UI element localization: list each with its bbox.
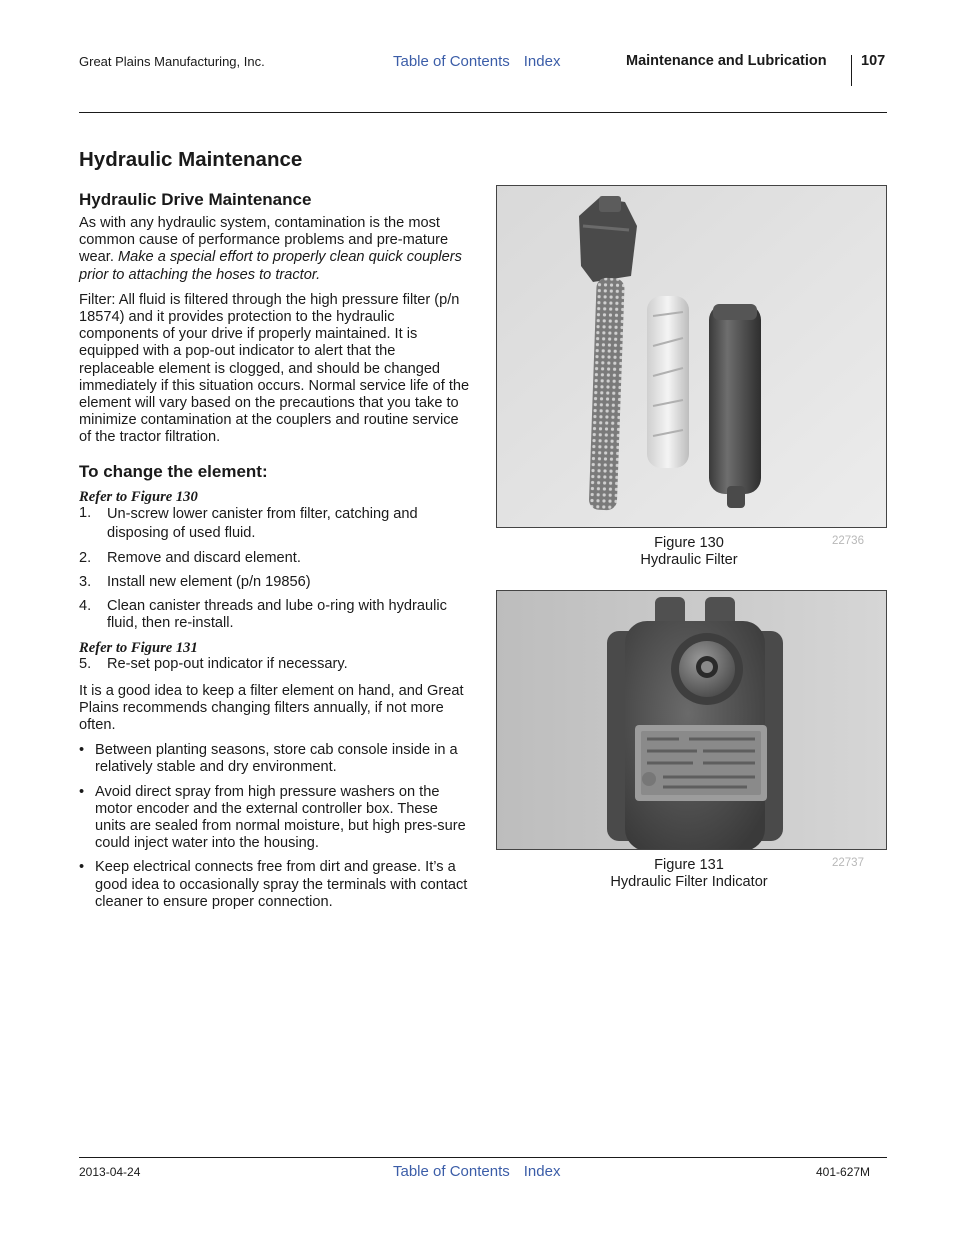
step-number: 1. [79,504,92,521]
figure-130-title: Hydraulic Filter [640,552,738,568]
figure-130-id: 22736 [832,535,864,547]
header-index-link[interactable]: Index [523,53,561,70]
figure-reference-130: Refer to Figure 130 [79,488,198,505]
section-heading-drive: Hydraulic Drive Maintenance [79,190,312,209]
header-toc-link[interactable]: Table of Contents [393,53,510,70]
intro-paragraph [79,215,471,284]
footer-nav [393,1163,574,1180]
step-number: 2. [79,549,92,566]
step-text: Remove and discard element. [107,549,301,566]
figure-130-label: Figure 130 [654,535,724,551]
header-rule [79,112,887,113]
figure-131-title: Hydraulic Filter Indicator [610,874,768,890]
page-title: Hydraulic Maintenance [79,148,303,171]
step-text: Clean canister threads and lube o-ring with hydraulic fluid, then re-install. [107,598,447,632]
bullet-item [79,784,471,853]
step-number: 5. [79,656,92,673]
bullet-text: Keep electrical connects free from dirt and grease. It’s a good idea to occasionally spray the terminals with contact cleaner to ensure proper connection. [95,859,468,910]
step-item [79,656,471,673]
footer-doc-number: 401-627M [816,1165,871,1179]
bullet-marker: • [79,859,85,876]
bullet-marker: • [79,783,85,800]
bullet-item [79,859,471,911]
footer-toc-link[interactable]: Table of Contents [393,1163,510,1180]
step-text: Re-set pop-out indicator if necessary. [107,656,348,673]
header-company: Great Plains Manufacturing, Inc. [79,54,265,69]
figure-131-label: Figure 131 [654,857,724,873]
figure-130-caption [589,535,789,569]
figure-131-photo [496,590,887,850]
footer-index-link[interactable]: Index [523,1163,561,1180]
bullet-marker: • [79,742,85,759]
filter-paragraph: Filter: All fluid is filtered through the high pressure filter (p/n 18574) and it provides protection to the hydraulic components of your drive if properly maintained. It is equipped with a pop-out indicator to alert that the replaceable element is clogged, and should be changed immediately if this situation occurs. Normal service life of the element will vary based on the precautions that you take to minimize contamination at the couplers and routine service of the tractor filtration. [79,291,470,446]
bullet-text: Between planting seasons, store cab console inside in a relatively stable and dry environment. [95,742,458,776]
step-number: 4. [79,598,92,615]
step-number: 3. [79,573,92,590]
intro-plain: As with any hydraulic system, contamination is the most common cause of performance problems and pre-mature wear. [79,215,449,266]
step-text: Un-screw lower canister from filter, catching and disposing of used fluid. [107,505,418,541]
header-section-title: Maintenance and Lubrication [626,53,827,69]
intro-italic: Make a special effort to properly clean quick couplers prior to attaching the hoses to tractor. [79,249,462,283]
advice-paragraph: It is a good idea to keep a filter element on hand, and Great Plains recommends changing filters annually, if not more often. [79,682,464,734]
step-item [79,550,471,567]
footer-date: 2013-04-24 [79,1165,141,1179]
figure-reference-131: Refer to Figure 131 [79,640,198,657]
header-divider [851,55,852,86]
section-heading-change: To change the element: [79,461,268,481]
step-item [79,574,471,591]
bullet-text: Avoid direct spray from high pressure washers on the motor encoder and the external controller box. These units are sealed from normal moisture, but high pres-sure could inject water into the housing. [95,783,466,852]
figure-131-caption [589,857,789,891]
step-text: Install new element (p/n 19856) [107,573,311,590]
figure-131-id: 22737 [832,857,864,869]
step-item [79,505,471,543]
page-number: 107 [861,53,886,69]
step-item [79,598,471,632]
footer-rule [79,1157,887,1158]
main-text-column [79,190,471,918]
header-nav [393,53,574,70]
figure-130-photo [496,185,887,528]
bullet-item [79,742,471,776]
